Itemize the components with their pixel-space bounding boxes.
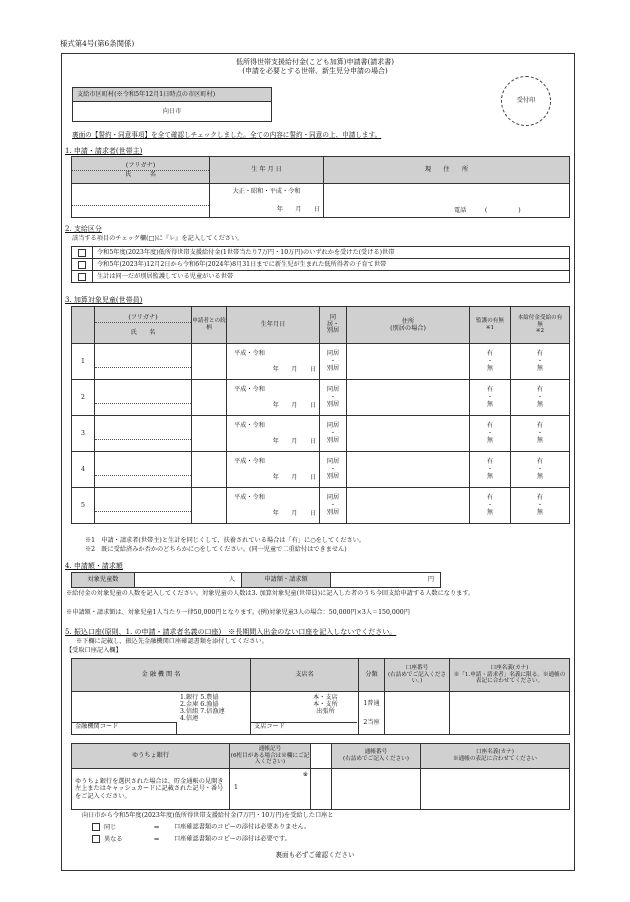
footer-intro: 向日市から令和5年度(2023年度)低所得世帯支援給付金(7万円・10万円)を受給した口座と (82, 812, 334, 819)
children-note-2: ※2 既に受給済みか否かのどちらかに○をしてください。(同一児童で二重給付はできません) (85, 546, 347, 553)
section4-heading: 4. 申請額・請求額 (65, 562, 123, 570)
child-relation-field[interactable] (192, 380, 227, 416)
name-label: 氏 名 (125, 170, 156, 178)
section3-heading: 3. 加算対象児童(世帯員) (65, 296, 143, 304)
child-relation-field[interactable] (192, 416, 227, 452)
yucho-table: ゆうちょ銀行 通帳記号 (6桁目がある場合は※欄にご記入ください) 通帳番号 (右詰めでご記入ください) 口座名義(カナ) ※通帳の表記に合わせてください ゆうちょ銀行を選択された場合は、貯金通帳の見開き左上またはキャッシュカードに記載された記号・番号をご記入ください。 1 ※ (71, 743, 570, 810)
amount-note-1: ※給付金の対象児童の人数を記入してください。対象児童の人数は3. 加算対象児童(世帯員)に記入した者のうち今回支給申請する人数になります。 (66, 590, 475, 597)
municipality-box: 支給市区町村(※令和5年12月1日時点の市区町村) 向日市 (72, 87, 272, 122)
form-number: 様式第4号(第6条関係) (60, 39, 135, 48)
child-count-field[interactable]: 人 (135, 573, 242, 588)
section2-heading: 2. 支給区分 (65, 225, 102, 233)
applicant-address-field[interactable] (324, 184, 570, 218)
child-address-field[interactable] (347, 452, 470, 488)
applicant-table (71, 156, 570, 218)
child-address-field[interactable] (347, 416, 470, 452)
category-table (71, 246, 570, 283)
back-side-note: 裏面も必ずご確認ください (275, 851, 355, 859)
receipt-stamp: 受付印 (501, 76, 551, 126)
child-relation-field[interactable] (192, 452, 227, 488)
same-checkbox[interactable] (92, 823, 100, 831)
account-holder-field[interactable] (450, 692, 570, 735)
footer-option-same: 同じ ⇒ 口座確認書類のコピーの添付は必要ありません。 (92, 823, 310, 831)
account-number-field[interactable] (385, 692, 450, 735)
child-name-field[interactable] (95, 416, 192, 452)
section5-subhead: 【受取口座記入欄】 (66, 647, 122, 654)
section5-heading: 5. 振込口座(原則、1. の申請・請求者名義の口座) ※長期間入出金のない口座を記入しないでください。 (65, 628, 397, 636)
different-checkbox[interactable] (92, 835, 100, 843)
child-row: 3 平成・令和 年 月 日 同居 ・ 別居 有 ・ 無 有 ・ 無 (72, 416, 570, 452)
child-relation-field[interactable] (192, 488, 227, 524)
child-name-field[interactable] (95, 344, 192, 380)
section2-instruction: 該当する項目のチェック欄(□)に『レ』を記入してください。 (72, 235, 244, 242)
amount-note-2: ※申請額・請求額は、対象児童1人当たり一律50,000円となります。(例)対象児童3人の場合：50,000円×3人＝150,000円 (66, 609, 410, 616)
category-checkbox[interactable] (78, 261, 86, 269)
dob-label: 生 年 月 日 (210, 157, 324, 184)
applicant-dob-field[interactable]: 大正・昭和・平成・令和 年 月 日 (210, 184, 324, 218)
child-name-field[interactable] (95, 380, 192, 416)
section1-heading: 1. 申請・請求者(世帯主) (65, 147, 143, 155)
footer-option-different: 異なる ⇒ 口座確認書類のコピーの添付は必要です。 (92, 835, 291, 843)
form-title: 低所得世帯支援給付金(こども加算)申請書(請求書) (236, 58, 394, 66)
yucho-number-field[interactable] (332, 769, 421, 810)
furigana-label: (フリガナ) (72, 162, 209, 170)
amount-table: 対象児童数 人 申請額・請求額 円 (71, 572, 441, 588)
category-option: 生計は同一だが別居監護している児童がいる世帯 (93, 271, 570, 283)
child-address-field[interactable] (347, 488, 470, 524)
child-name-field[interactable] (95, 488, 192, 524)
child-row: 2 平成・令和 年 月 日 同居 ・ 別居 有 ・ 無 有 ・ 無 (72, 380, 570, 416)
branch-code-label: 支店コード (254, 723, 285, 730)
bank-code-label: 金融機関コード (75, 723, 119, 730)
consent-line: 裏面の【誓約・同意事項】を全て確認しチェックしました。全ての内容に誓約・同意の上、申請します。 (72, 131, 382, 139)
category-checkbox[interactable] (78, 273, 86, 281)
bank-table: 金 融 機 関 名 支店名 分類 口座番号 (右詰めでご記入ください。) 口座名義(カナ) ※「1.申請・請求者」名義に限る。※通帳の表記に合わせてください。 1.銀行 5.農協 2.金庫 6.漁協 3.信組 7.信漁連 4.信連 金融機関コード 本・支店 本・支所 出張所 支店コード 1普通 2当座 (71, 658, 570, 735)
yucho-symbol-field[interactable]: 1 ※ (230, 769, 311, 810)
category-option: 令和5年度(2023年度)低所得世帯支援給付金(1世帯当たり7万円・10万円)のいずれかを受けた(受ける)世帯 (93, 247, 570, 259)
category-checkbox[interactable] (78, 249, 86, 257)
amount-field[interactable]: 円 (331, 573, 441, 588)
children-note-1: ※1 申請・請求者(世帯主)と生計を同じくして、扶養されている場合は「有」に○をしてください。 (85, 537, 366, 544)
child-name-field[interactable] (95, 452, 192, 488)
form-subtitle: (申請を必要とする世帯、新生児分申請の場合) (242, 67, 388, 75)
yucho-holder-field[interactable] (421, 769, 570, 810)
phone-label: 電話 ( ) (454, 206, 521, 214)
address-label: 現 住 所 (324, 157, 570, 184)
child-row: 4 平成・令和 年 月 日 同居 ・ 別居 有 ・ 無 有 ・ 無 (72, 452, 570, 488)
child-relation-field[interactable] (192, 344, 227, 380)
category-option: 令和5年(2023年)12月2日から令和6年(2024年)8月31日までに新生児が生まれた低所得者の子育て世帯 (93, 259, 570, 271)
child-row: 5 平成・令和 年 月 日 同居 ・ 別居 有 ・ 無 有 ・ 無 (72, 488, 570, 524)
applicant-name-field[interactable] (72, 184, 210, 218)
section5-note: ※下欄に記載し、振込先金融機関口座確認書類を添付してください。 (76, 638, 268, 645)
child-row: 1 平成・令和 年 月 日 同居 ・ 別居 有 ・ 無 有 ・ 無 (72, 344, 570, 380)
children-table: (フリガナ) 氏 名 申請者との続柄 生年月日 同居・別居 住所 (別居の場合) 監護の有無 ※1 本給付金受給の有無 ※2 1 平成・令和 年 月 日 同居 ・ 別居 有 ・ 無 有 ・ 無 2 平成・令和 年 月 日 同居 ・ 別居 有 ・ 無 有 ・ 無 3 平成・令和 年 月 日 同居 ・ 別居 有 ・ 無 有 ・ 無 4 平成・令和 年 月 日 同居 ・ 別居 有 ・ 無 有 ・ 無 5 平成・令和 年 月 日 同居 ・ 別居 有 ・ 無 有 ・ 無 (71, 306, 570, 524)
child-address-field[interactable] (347, 380, 470, 416)
child-address-field[interactable] (347, 344, 470, 380)
